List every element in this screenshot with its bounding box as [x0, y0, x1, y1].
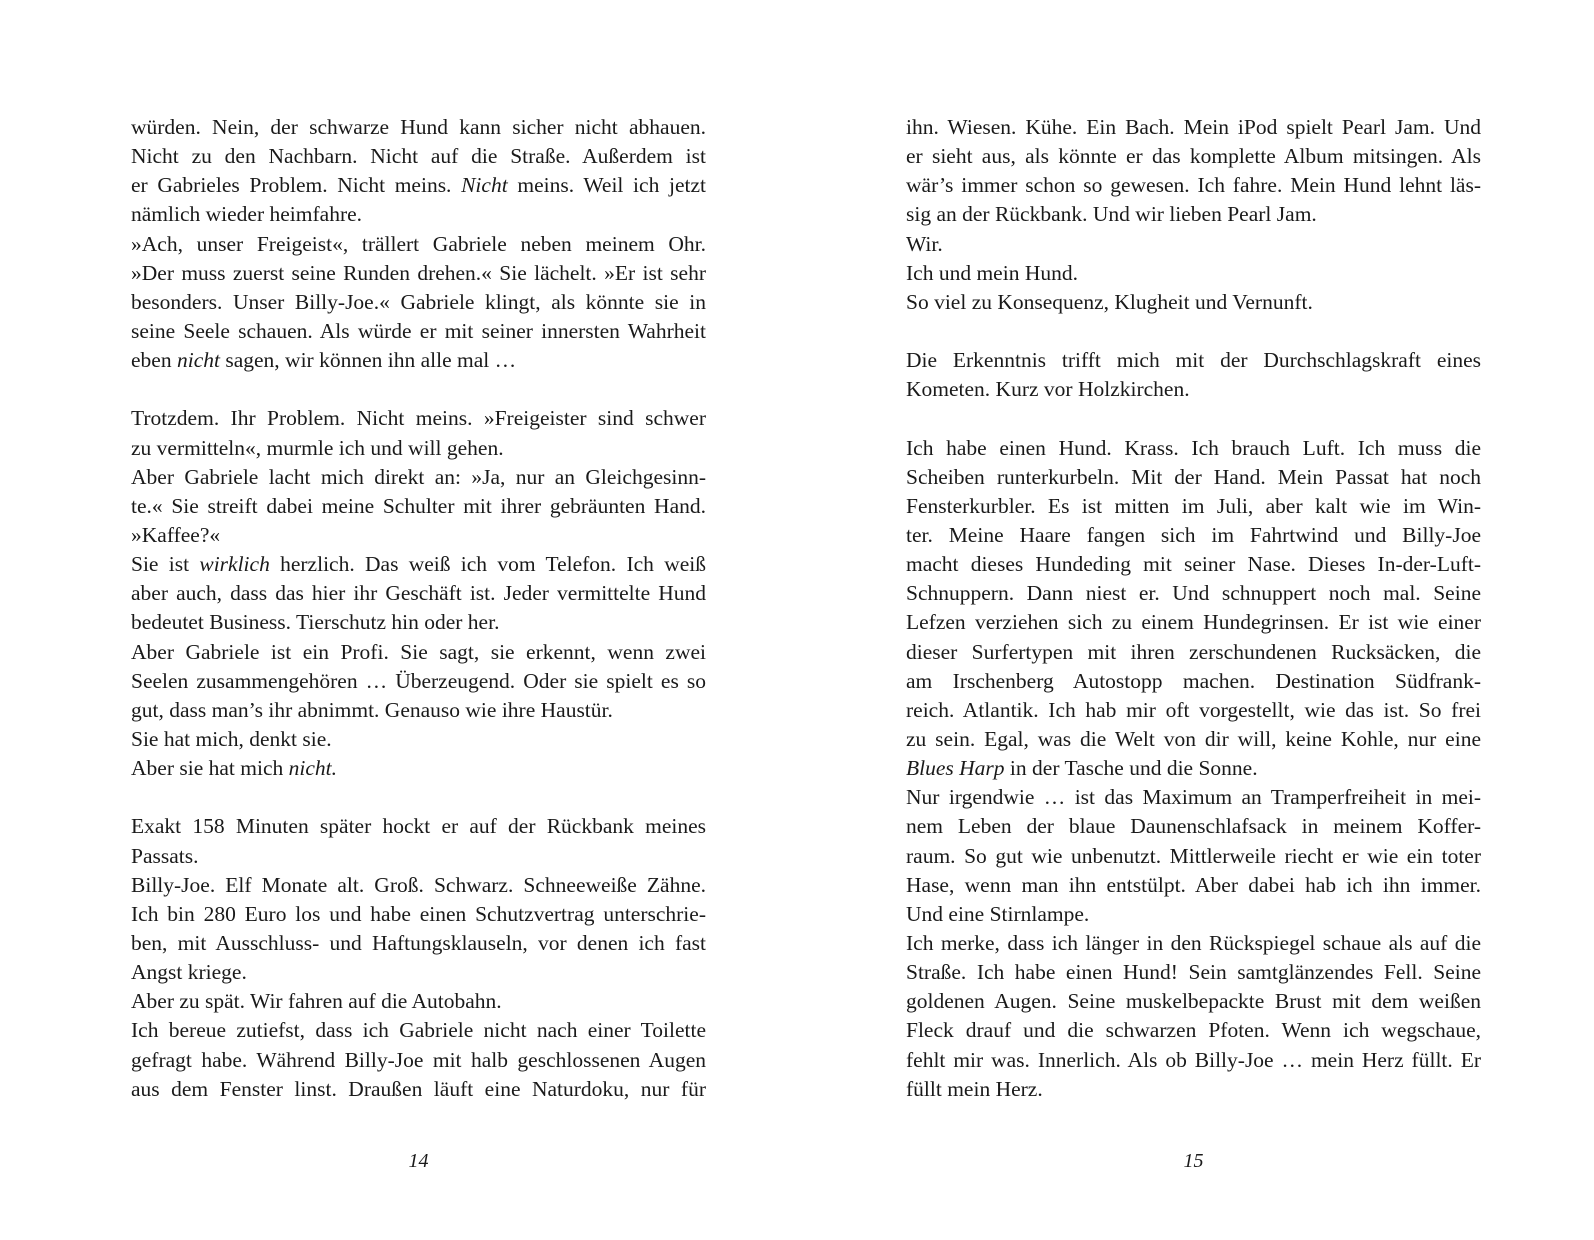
text-line: seine Seele schauen. Als würde er mit seiner innersten Wahrheit [131, 318, 706, 343]
text-line: Fleck drauf und die schwarzen Pfoten. Wenn ich wegschaue, [906, 1018, 1481, 1043]
text-line: raum. So gut wie unbenutzt. Mittlerweile riecht er wie ein toter [906, 843, 1481, 868]
text-line: Sie ist wirklich herzlich. Das weiß ich vom Telefon. Ich weiß [131, 552, 706, 577]
text-line: Straße. Ich habe einen Hund! Sein samtglänzendes Fell. Seine [906, 960, 1481, 985]
text-line: Aber Gabriele lacht mich direkt an: »Ja, nur an Gleichgesinn- [131, 464, 706, 489]
text-line: ter. Meine Haare fangen sich im Fahrtwind und Billy-Joe [906, 522, 1481, 547]
text-line: Angst kriege. [131, 960, 247, 985]
text-line [131, 375, 706, 404]
text-line: zu vermitteln«, murmle ich und will gehen. [131, 435, 504, 460]
text-line: ben, mit Ausschluss- und Haftungsklauseln, vor denen ich fast [131, 930, 706, 955]
page-left [131, 113, 706, 1104]
text-line: aber auch, dass das hier ihr Geschäft ist. Jeder vermittelte Hund [131, 581, 706, 606]
text-line: So viel zu Konsequenz, Klugheit und Vernunft. [906, 289, 1313, 314]
text-line: zu sein. Egal, was die Welt von dir will, keine Kohle, nur eine [906, 726, 1481, 751]
text-line [131, 783, 706, 812]
text-line: Billy-Joe. Elf Monate alt. Groß. Schwarz. Schneeweiße Zähne. [131, 872, 706, 897]
page-number-right: 15 [1183, 1150, 1204, 1172]
text-line: bedeutet Business. Tierschutz hin oder her. [131, 610, 500, 635]
text-line: besonders. Unser Billy-Joe.« Gabriele klingt, als könnte sie in [131, 289, 706, 314]
text-line: Nur irgendwie … ist das Maximum an Tramperfreiheit in mei- [906, 785, 1481, 810]
text-line: »Ach, unser Freigeist«, trällert Gabriele neben meinem Ohr. [131, 231, 706, 256]
text-line: füllt mein Herz. [906, 1076, 1043, 1101]
text-line [906, 404, 1481, 433]
text-line: goldenen Augen. Seine muskelbepackte Brust mit dem weißen [906, 989, 1481, 1014]
text-line: am Irschenberg Autostopp machen. Destination Südfrank- [906, 668, 1481, 693]
text-line: macht dieses Hundeding mit seiner Nase. Dieses In-der-Luft- [906, 552, 1481, 577]
text-line: Aber Gabriele ist ein Profi. Sie sagt, sie erkennt, wenn zwei [131, 639, 706, 664]
text-line: Nicht zu den Nachbarn. Nicht auf die Straße. Außerdem ist [131, 144, 706, 169]
text-line: Ich bin 280 Euro los und habe einen Schutzvertrag unterschrie- [131, 901, 706, 926]
text-line: Fensterkurbler. Es ist mitten im Juli, aber kalt wie im Win- [906, 493, 1481, 518]
text-line: Wir. [906, 231, 943, 256]
text-line: Trotzdem. Ihr Problem. Nicht meins. »Freigeister sind schwer [131, 406, 706, 431]
page-number-left: 14 [408, 1150, 429, 1172]
text-line [906, 317, 1481, 346]
text-line: eben nicht sagen, wir können ihn alle mal … [131, 348, 517, 373]
text-line: Seelen zusammengehören … Überzeugend. Oder sie spielt es so [131, 668, 706, 693]
text-line: »Der muss zuerst seine Runden drehen.« Sie lächelt. »Er ist sehr [131, 260, 706, 285]
text-line: Die Erkenntnis trifft mich mit der Durchschlagskraft eines [906, 348, 1481, 373]
text-line: reich. Atlantik. Ich hab mir oft vorgestellt, wie das ist. So frei [906, 697, 1481, 722]
text-line: Exakt 158 Minuten später hockt er auf der Rückbank meines [131, 814, 706, 839]
text-line: Ich merke, dass ich länger in den Rückspiegel schaue als auf die [906, 930, 1481, 955]
text-line: aus dem Fenster linst. Draußen läuft eine Naturdoku, nur für [131, 1076, 706, 1101]
page-right [906, 113, 1481, 1104]
text-line: Lefzen verziehen sich zu einem Hundegrinsen. Er ist wie einer [906, 610, 1481, 635]
text-line: würden. Nein, der schwarze Hund kann sicher nicht abhauen. [131, 115, 706, 139]
text-line: Aber sie hat mich nicht. [131, 756, 337, 781]
text-line: nämlich wieder heimfahre. [131, 202, 363, 227]
text-line: te.« Sie streift dabei meine Schulter mit ihrer gebräunten Hand. [131, 493, 706, 518]
text-line: Passats. [131, 843, 199, 868]
text-line: dieser Surfertypen mit ihren zerschundenen Rucksäcken, die [906, 639, 1481, 664]
text-line: fehlt mir was. Innerlich. Als ob Billy-Joe … mein Herz füllt. Er [906, 1047, 1481, 1072]
text-line: ihn. Wiesen. Kühe. Ein Bach. Mein iPod spielt Pearl Jam. Und [906, 115, 1481, 139]
text-line: gut, dass man’s ihr abnimmt. Genauso wie ihre Haustür. [131, 697, 613, 722]
text-line: wär’s immer schon so gewesen. Ich fahre. Mein Hund lehnt läs- [906, 173, 1481, 198]
text-line: Ich und mein Hund. [906, 260, 1078, 285]
text-line: Kometen. Kurz vor Holzkirchen. [906, 377, 1190, 402]
text-line: sig an der Rückbank. Und wir lieben Pearl Jam. [906, 202, 1317, 227]
text-line: Scheiben runterkurbeln. Mit der Hand. Mein Passat hat noch [906, 464, 1481, 489]
text-line: er Gabrieles Problem. Nicht meins. Nicht meins. Weil ich jetzt [131, 173, 706, 198]
text-line: »Kaffee?« [131, 522, 221, 547]
text-line: Aber zu spät. Wir fahren auf die Autobahn. [131, 989, 502, 1014]
text-line: er sieht aus, als könnte er das komplette Album mitsingen. Als [906, 144, 1481, 169]
text-line: Ich bereue zutiefst, dass ich Gabriele nicht nach einer Toilette [131, 1018, 706, 1043]
text-line: Sie hat mich, denkt sie. [131, 726, 332, 751]
text-line: Blues Harp in der Tasche und die Sonne. [906, 756, 1258, 781]
text-line: Und eine Stirnlampe. [906, 901, 1090, 926]
text-line: nem Leben der blaue Daunenschlafsack in meinem Koffer- [906, 814, 1481, 839]
text-line: Hase, wenn man ihn entstülpt. Aber dabei hab ich ihn immer. [906, 872, 1481, 897]
text-line: gefragt habe. Während Billy-Joe mit halb geschlossenen Augen [131, 1047, 706, 1072]
text-line: Ich habe einen Hund. Krass. Ich brauch Luft. Ich muss die [906, 435, 1481, 460]
text-line: Schnuppern. Dann niest er. Und schnuppert noch mal. Seine [906, 581, 1481, 606]
